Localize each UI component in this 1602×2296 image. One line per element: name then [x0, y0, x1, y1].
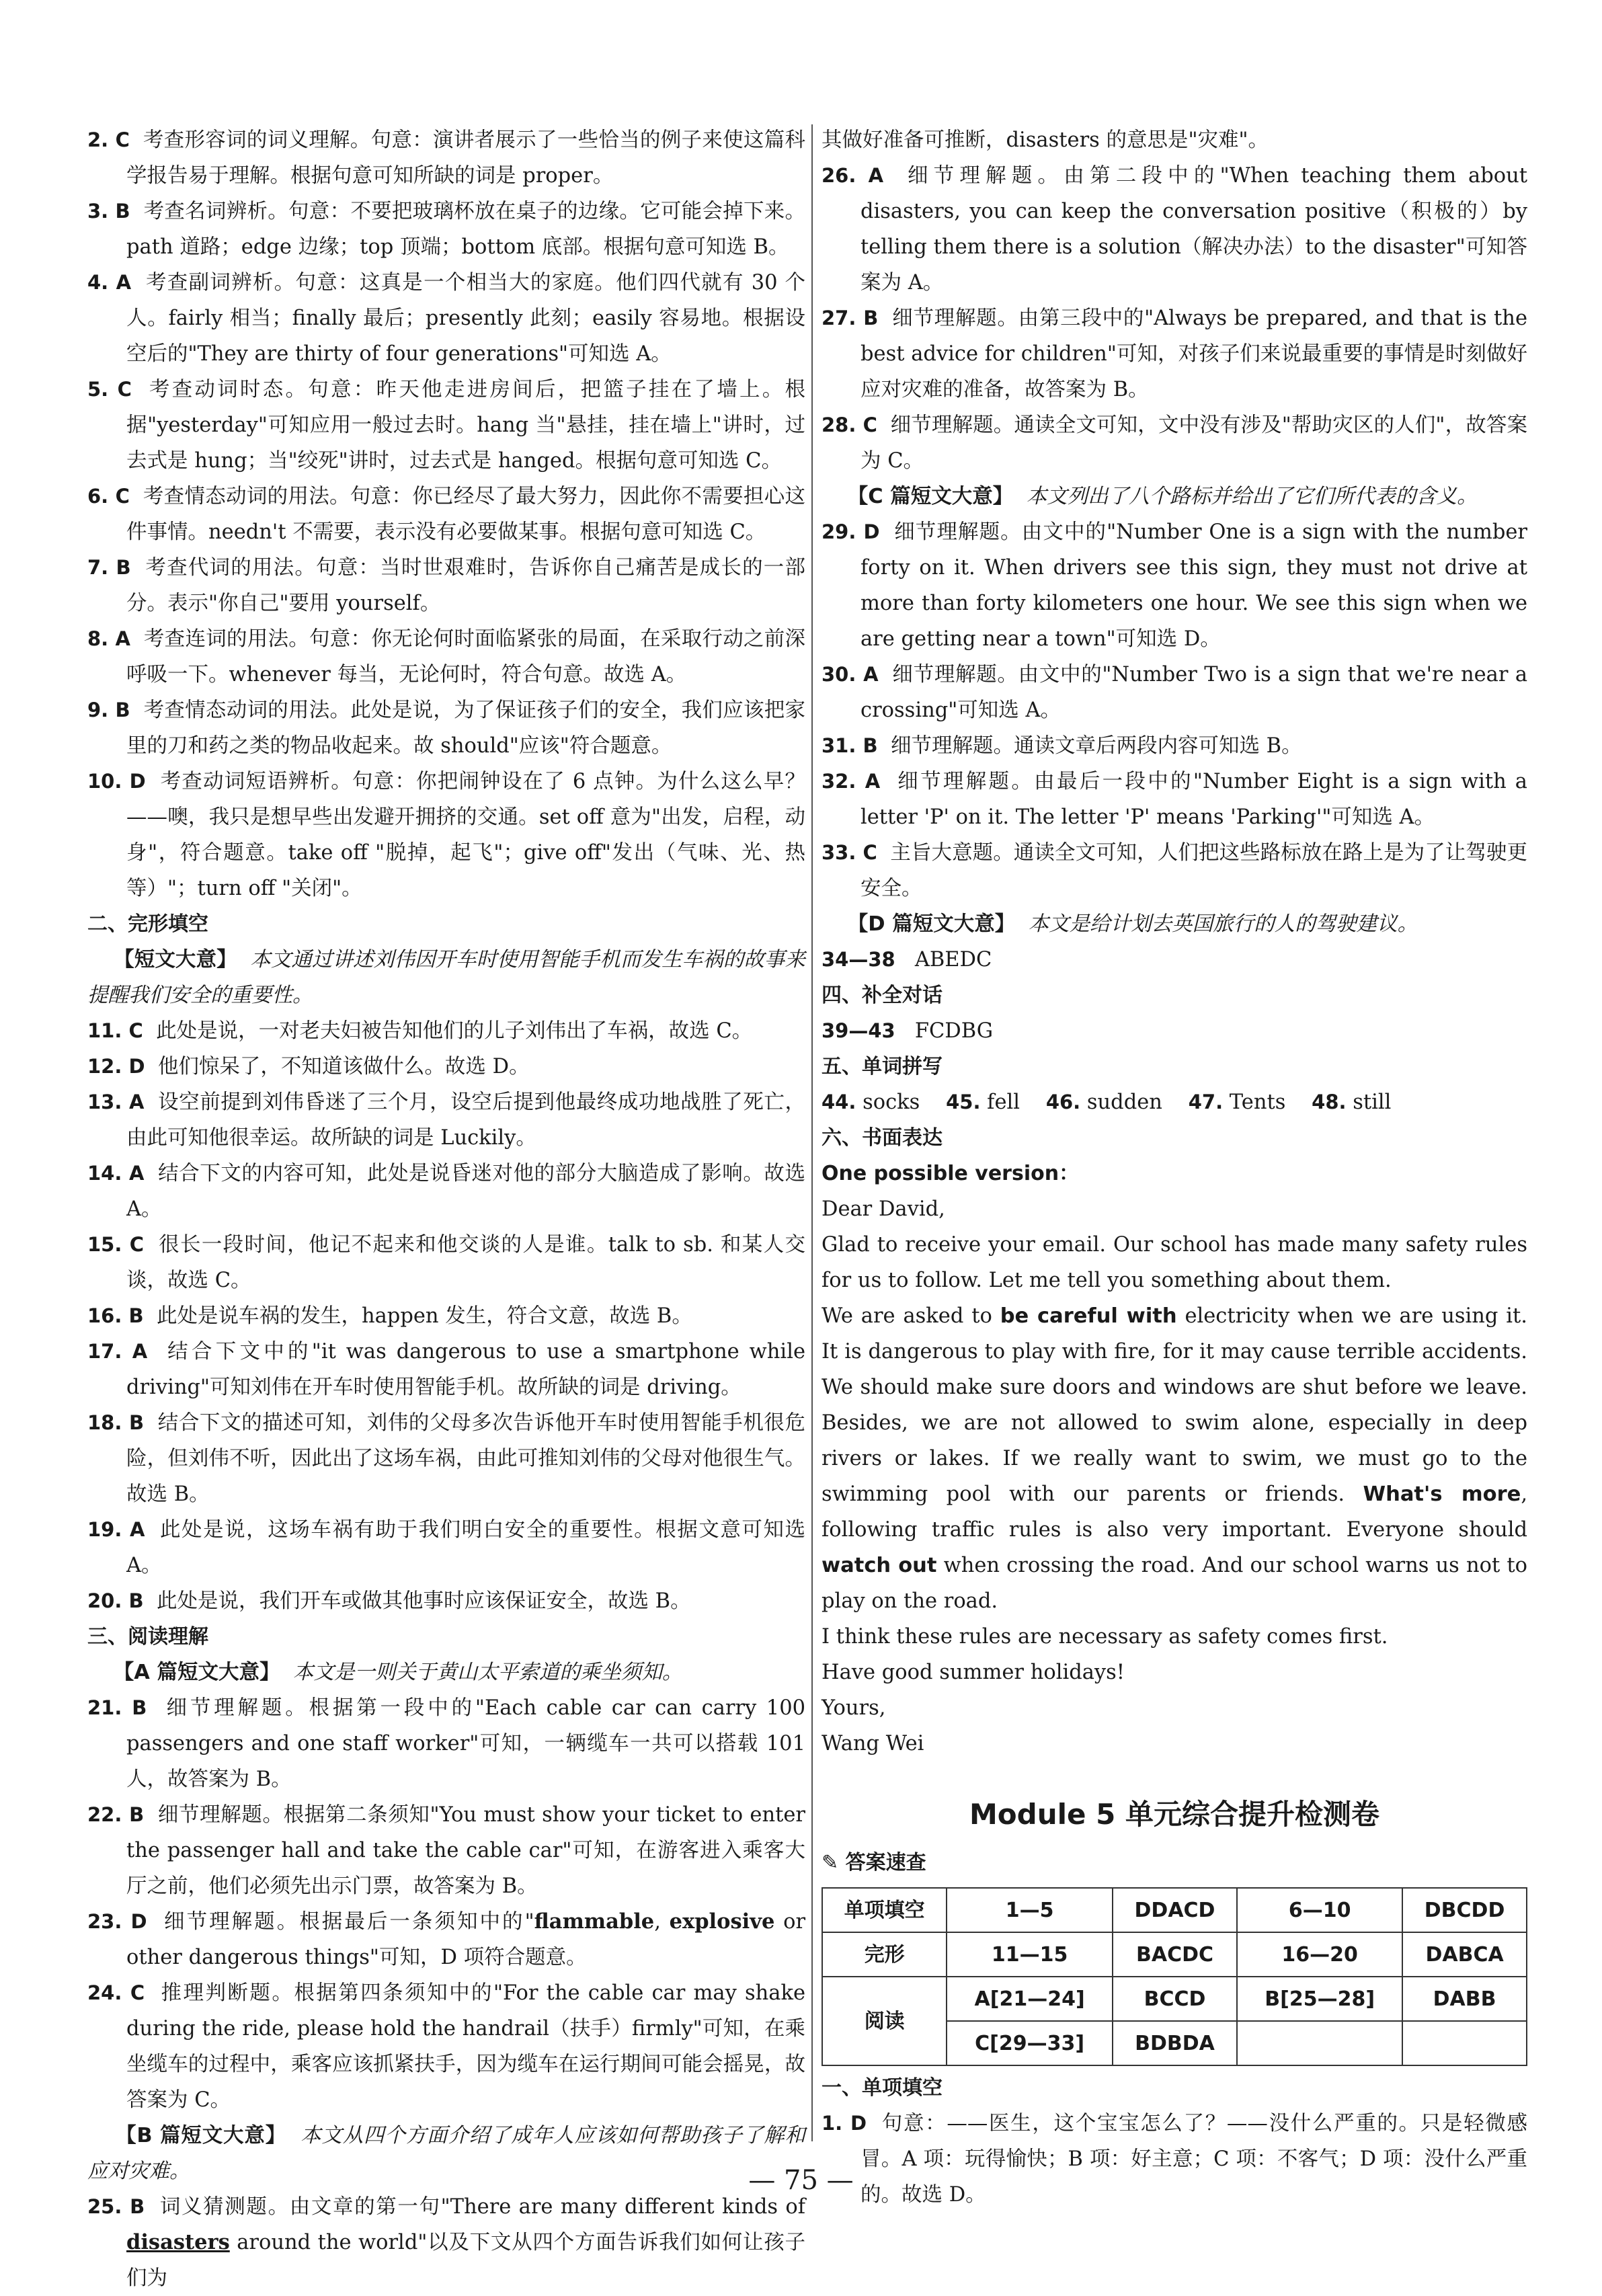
answer-item-23: 23. D 细节理解题。根据最后一条须知中的"flammable, explosive or other dangerous things"可知，D 项符合题意。	[87, 1909, 806, 1969]
pencil-icon: ✎	[822, 1851, 839, 1874]
summary-passage-b: 【B 篇短文大意】 本文从四个方面介绍了成年人应该如何帮助孩子了解和应对灾难。	[87, 2124, 806, 2183]
essay-paragraph-2: We are asked to be careful with electricity when we are using it. It is dangerous to play with fire, for it may cause terrible accidents. We should make sure doors and windows are shut before we leave. Besides, we are not allowed to swim alone, especially in deep rivers or lakes. If we really want to swim, we must go to the swimming pool with our parents or friends. What's more, following traffic rules is also very important. Everyone should watch out when crossing the road. And our school warns us not to play on the road.	[822, 1304, 1528, 1613]
answer-item-21: 21. B 细节理解题。根据第一段中的"Each cable car can carry 100 passengers and one staff worker"可知，一辆缆车一共可以搭载 101 人，故答案为 B。	[87, 1696, 806, 1791]
summary-passage-d: 【D 篇短文大意】 本文是给计划去英国旅行的人的驾驶建议。	[847, 912, 1418, 936]
answer-item-7: 7. B 考查代词的用法。句意：当时世艰难时，告诉你自己痛苦是成长的一部分。表示"你自己"要用 yourself。	[87, 556, 805, 615]
answer-item-18: 18. B 结合下文的描述可知，刘伟的父母多次告诉他开车时使用智能手机很危险，但刘伟不听，因此出了这场车祸，由此可推知刘伟的父母对他很生气。故选 B。	[87, 1411, 806, 1506]
answer-item-1: 1. D 句意：——医生，这个宝宝怎么了？——没什么严重的。只是轻微感冒。A 项：玩得愉快；B 项：好主意；C 项：不客气；D 项：没什么严重的。故选 D。	[822, 2112, 1528, 2207]
summary-passage-c: 【C 篇短文大意】 本文列出了八个路标并给出了它们所代表的含义。	[847, 485, 1478, 508]
answer-item-30: 30. A 细节理解题。由文中的"Number Two is a sign that we're near a crossing"可知选 A。	[822, 663, 1528, 722]
answer-item-26: 26. A 细节理解题。由第二段中的"When teaching them about disasters, you can keep the conversation positive（积极的）by telling them there is a solution（解决办法）to the disaster"可知答案为 A。	[822, 164, 1528, 294]
essay-greeting: Dear David,	[822, 1197, 945, 1221]
answer-item-16: 16. B 此处是说车祸的发生，happen 发生，符合文意，故选 B。	[87, 1304, 692, 1328]
summary-cloze: 【短文大意】 本文通过讲述刘伟因开车时使用智能手机而发生车祸的故事来提醒我们安全的重要性。	[87, 948, 806, 1007]
table-row: 阅读 A[21—24] BCCD B[25—28] DABB	[822, 1977, 1527, 2021]
answer-item-31: 31. B 细节理解题。通读文章后两段内容可知选 B。	[822, 734, 1302, 758]
answer-item-32: 32. A 细节理解题。由最后一段中的"Number Eight is a sign with a letter 'P' on it. The letter 'P' means 'Parking'"可知选 A。	[822, 770, 1527, 829]
answer-table	[822, 1887, 1527, 2066]
section-heading-single-choice: 一、单项填空	[822, 2076, 943, 2100]
essay-heading: One possible version：	[822, 1162, 1080, 1185]
essay-closing: Yours,	[822, 1696, 886, 1720]
answer-item-6: 6. C 考查情态动词的用法。句意：你已经尽了最大努力，因此你不需要担心这件事情。needn't 不需要，表示没有必要做某事。根据句意可知选 C。	[87, 485, 806, 544]
left-column	[87, 122, 805, 2296]
right-column	[822, 122, 1527, 2213]
answer-item-25-continued: 其做好准备可推断，disasters 的意思是"灾难"。	[822, 128, 1269, 152]
essay-paragraph-4: Have good summer holidays!	[822, 1661, 1125, 1684]
answer-quick-check-heading: ✎ 答案速查	[822, 1851, 926, 1874]
section-heading-dialogue: 四、补全对话	[822, 984, 943, 1007]
section-heading-cloze: 二、完形填空	[87, 912, 208, 936]
table-row: 完形 11—15 BACDC 16—20 DABCA	[822, 1932, 1527, 1977]
answer-item-11: 11. C 此处是说，一对老夫妇被告知他们的儿子刘伟出了车祸，故选 C。	[87, 1019, 753, 1043]
answer-item-9: 9. B 考查情态动词的用法。此处是说，为了保证孩子们的安全，我们应该把家里的刀和药之类的物品收起来。故 should"应该"符合题意。	[87, 699, 805, 758]
section-heading-spelling: 五、单词拼写	[822, 1055, 943, 1078]
essay-paragraph-3: I think these rules are necessary as safety comes first.	[822, 1625, 1388, 1649]
section-heading-writing: 六、书面表达	[822, 1126, 943, 1150]
answer-item-28: 28. C 细节理解题。通读全文可知，文中没有涉及"帮助灾区的人们"，故答案为 C。	[822, 413, 1527, 473]
page-number: — 75 —	[748, 2165, 854, 2196]
answer-item-29: 29. D 细节理解题。由文中的"Number One is a sign with the number forty on it. When drivers see this sign, they must not drive at more than forty kilometers one hour. We see this sign when we are getting near a town"可知选 D。	[822, 520, 1527, 651]
answer-item-24: 24. C 推理判断题。根据第四条须知中的"For the cable car may shake during the ride, please hold the handrail（扶手）firmly"可知，在乘坐缆车的过程中，乘客应该抓紧扶手，因为缆车在运行期间可能会摇晃，故答案为 C。	[87, 1981, 805, 2112]
column-divider	[811, 124, 813, 2141]
answer-item-15: 15. C 很长一段时间，他记不起来和他交谈的人是谁。talk to sb. 和某人交谈，故选 C。	[87, 1233, 805, 1292]
answer-39-43: 39—43 FCDBG	[822, 1019, 994, 1043]
essay-paragraph-1: Glad to receive your email. Our school has made many safety rules for us to follow. Let me tell you something about them.	[822, 1233, 1527, 1292]
answer-item-8: 8. A 考查连词的用法。句意：你无论何时面临紧张的局面，在采取行动之前深呼吸一下。whenever 每当，无论何时，符合句意。故选 A。	[87, 627, 805, 686]
module-title: Module 5 单元综合提升检测卷	[969, 1798, 1379, 1831]
summary-passage-a: 【A 篇短文大意】 本文是一则关于黄山太平索道的乘坐须知。	[113, 1661, 683, 1684]
answer-item-2: 2. C 考查形容词的词义理解。句意：演讲者展示了一些恰当的例子来使这篇科学报告易于理解。根据句意可知所缺的词是 proper。	[87, 128, 806, 188]
answer-item-4: 4. A 考查副词辨析。句意：这真是一个相当大的家庭。他们四代就有 30 个人。fairly 相当；finally 最后；presently 此刻；easily 容易地。根据设空后的"They are thirty of four generations"可知选 A。	[87, 271, 805, 366]
answer-item-17: 17. A 结合下文中的"it was dangerous to use a smartphone while driving"可知刘伟在开车时使用智能手机。故所缺的词是 driving。	[87, 1340, 805, 1399]
section-heading-reading: 三、阅读理解	[87, 1625, 208, 1649]
table-row: C[29—33] BDBDA	[822, 2021, 1527, 2065]
answer-item-22: 22. B 细节理解题。根据第二条须知"You must show your ticket to enter the passenger hall and take the cable car"可知，在游客进入乘客大厅之前，他们必须先出示门票，故答案为 B。	[87, 1803, 806, 1898]
answer-34-38: 34—38 ABEDC	[822, 948, 992, 972]
answer-item-13: 13. A 设空前提到刘伟昏迷了三个月，设空后提到他最终成功地战胜了死亡，由此可知他很幸运。故所缺的词是 Luckily。	[87, 1091, 806, 1150]
answer-item-5: 5. C 考查动词时态。句意：昨天他走进房间后，把篮子挂在了墙上。根据"yesterday"可知应用一般过去时。hang 当"悬挂，挂在墙上"讲时，过去式是 hung；当"绞死"讲时，过去式是 hanged。根据句意可知选 C。	[87, 378, 806, 473]
spelling-answers: 44. socks 45. fell 46. sudden 47. Tents 48. still	[822, 1091, 1392, 1114]
answer-item-33: 33. C 主旨大意题。通读全文可知，人们把这些路标放在路上是为了让驾驶更安全。	[822, 841, 1528, 900]
answer-item-25: 25. B 词义猜测题。由文章的第一句"There are many different kinds of disasters around the world"以及下文从四个方面告诉我们如何让孩子们为	[87, 2195, 806, 2290]
answer-item-27: 27. B 细节理解题。由第三段中的"Always be prepared, and that is the best advice for children"可知，对孩子们来说最重要的事情是时刻做好应对灾难的准备，故答案为 B。	[822, 307, 1528, 401]
essay-signature: Wang Wei	[822, 1732, 924, 1755]
table-row: 单项填空 1—5 DDACD 6—10 DBCDD	[822, 1888, 1527, 1932]
answer-item-3: 3. B 考查名词辨析。句意：不要把玻璃杯放在桌子的边缘。它可能会掉下来。path 道路；edge 边缘；top 顶端；bottom 底部。根据句意可知选 B。	[87, 200, 805, 259]
answer-item-14: 14. A 结合下文的内容可知，此处是说昏迷对他的部分大脑造成了影响。故选 A。	[87, 1162, 806, 1221]
answer-item-12: 12. D 他们惊呆了，不知道该做什么。故选 D。	[87, 1055, 530, 1078]
answer-item-10: 10. D 考查动词短语辨析。句意：你把闹钟设在了 6 点钟。为什么这么早？——噢，我只是想早些出发避开拥挤的交通。set off 意为"出发，启程，动身"，符合题意。take off "脱掉，起飞"；give off"发出（气味、光、热等）"；turn off "关闭"。	[87, 770, 806, 900]
answer-item-19: 19. A 此处是说，这场车祸有助于我们明白安全的重要性。根据文意可知选 A。	[87, 1518, 805, 1577]
answer-item-20: 20. B 此处是说，我们开车或做其他事时应该保证安全，故选 B。	[87, 1589, 691, 1613]
